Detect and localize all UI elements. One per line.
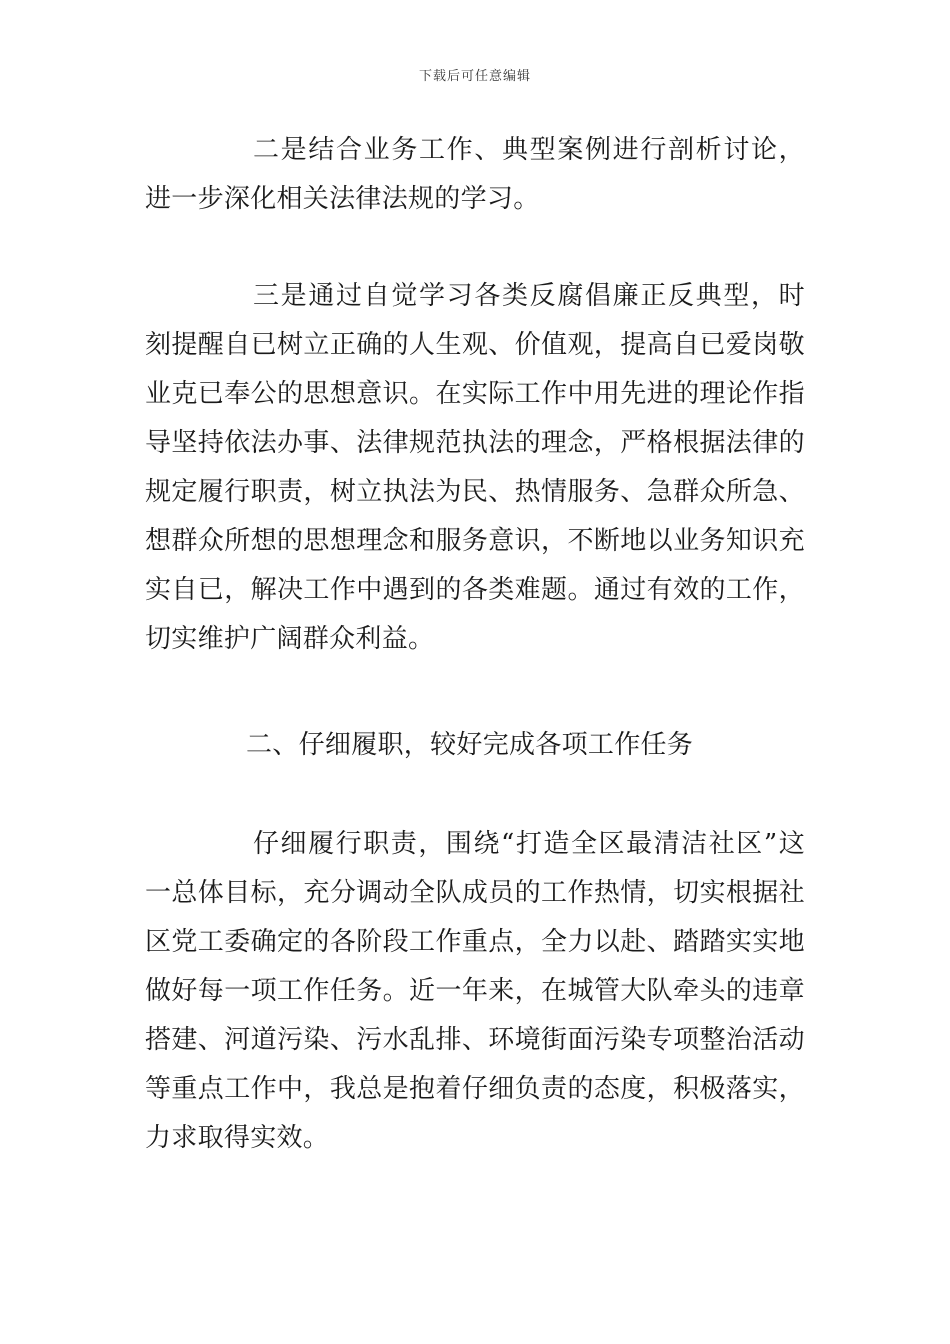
paragraph-2: 三是通过自觉学习各类反腐倡廉正反典型，时刻提醒自已树立正确的人生观、价值观，提高自已爱岗敬业克已奉公的思想意识。在实际工作中用先进的理论作指导坚持依法办事、法律规范执法的理念，严格根据法律的规定履行职责，树立执法为民、热情服务、急群众所急、想群众所想的思想理念和服务意识，不断地以业务知识充实自已，解决工作中遇到的各类难题。通过有效的工作，切实维护广阔群众利益。 bbox=[145, 281, 805, 654]
header-note: 下载后可任意编辑 bbox=[418, 69, 531, 84]
paragraph-1: 二是结合业务工作、典型案例进行剖析讨论，进一步深化相关法律法规的学习。 bbox=[145, 135, 805, 214]
section-heading: 二、仔细履职，较好完成各项工作任务 bbox=[246, 730, 694, 760]
paragraph-3: 仔细履行职责，围绕“打造全区最清洁社区”这一总体目标，充分调动全队成员的工作热情，切实根据社区党工委确定的各阶段工作重点，全力以赴、踏踏实实地做好每一项工作任务。近一年来，在城管大队牵头的违章搭建、河道污染、污水乱排、环境街面污染专项整治活动等重点工作中，我总是抱着仔细负责的态度，积极落实，力求取得实效。 bbox=[145, 829, 805, 1153]
